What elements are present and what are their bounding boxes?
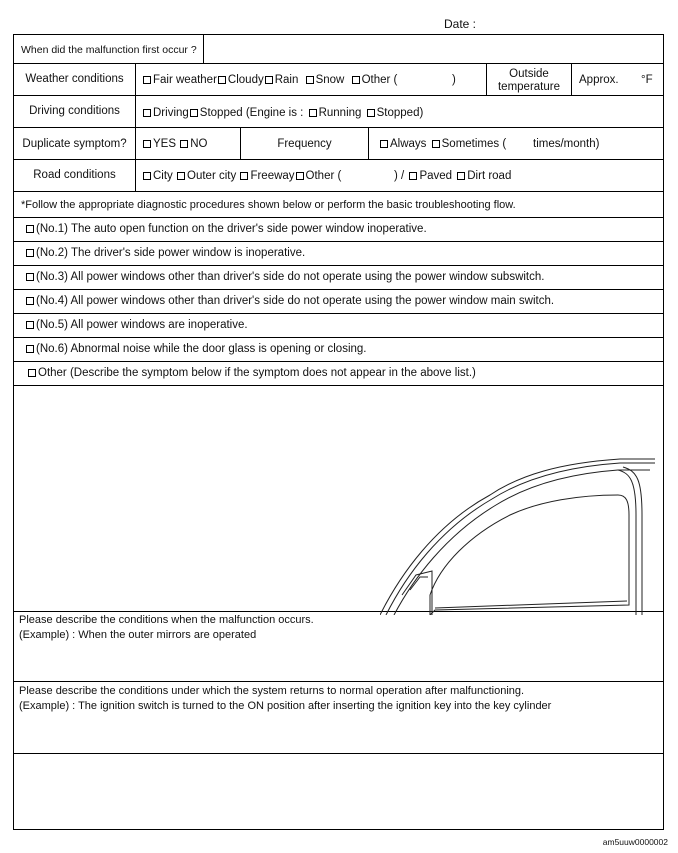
symptom-text: (No.4) All power windows other than driver's side do not operate using the power window main switch.	[36, 295, 555, 307]
frequency-sometimes: Sometimes (	[441, 138, 507, 150]
symptom-item	[26, 248, 305, 260]
duplicate-options	[143, 139, 207, 151]
weather-fair: Fair weather	[153, 74, 217, 86]
road-freeway: Freeway	[250, 170, 295, 182]
driving-stopped-engine: Stopped (Engine is :	[199, 107, 304, 119]
weather-snow: Snow	[315, 74, 345, 86]
col-divider	[135, 63, 136, 191]
checkbox[interactable]	[180, 140, 188, 148]
row-divider	[14, 191, 663, 192]
symptom-item	[26, 272, 544, 284]
row-divider	[14, 289, 663, 290]
checkbox[interactable]	[26, 345, 34, 353]
road-conditions-label: Road conditions	[33, 169, 116, 181]
figure-code: am5uuw0000002	[602, 837, 668, 847]
checkbox[interactable]	[367, 109, 375, 117]
checkbox[interactable]	[177, 172, 185, 180]
weather-other: Other (	[361, 74, 398, 86]
weather-conditions-label: Weather conditions	[25, 73, 124, 85]
conditions-example: (Example) : When the outer mirrors are operated	[19, 629, 257, 641]
checkbox[interactable]	[265, 76, 273, 84]
col-divider	[368, 127, 369, 159]
other-symptom-item	[28, 368, 476, 380]
checkbox[interactable]	[26, 297, 34, 305]
temperature-unit: °F	[641, 74, 653, 86]
col-divider	[203, 35, 204, 63]
row-divider	[14, 385, 663, 386]
row-divider	[14, 241, 663, 242]
weather-cloudy: Cloudy	[227, 74, 264, 86]
checkbox[interactable]	[457, 172, 465, 180]
row-divider	[14, 95, 663, 96]
checkbox[interactable]	[26, 249, 34, 257]
road-other: Other (	[305, 170, 342, 182]
symptom-text: (No.1) The auto open function on the driver's side power window inoperative.	[36, 223, 427, 235]
frequency-always: Always	[390, 138, 427, 150]
road-city: City	[153, 170, 173, 182]
symptom-item	[26, 320, 248, 332]
other-symptom-text: Other (Describe the symptom below if the symptom does not appear in the above list.)	[38, 367, 476, 379]
checkbox[interactable]	[26, 225, 34, 233]
date-label: Date :	[444, 17, 477, 31]
car-door-illustration	[380, 455, 660, 615]
outside-temperature-label	[487, 68, 571, 94]
checkbox[interactable]	[143, 109, 151, 117]
outside-temperature-line2: temperature	[497, 81, 560, 93]
checkbox[interactable]	[296, 172, 304, 180]
duplicate-symptom-label: Duplicate symptom?	[22, 138, 127, 150]
symptom-text: (No.3) All power windows other than driver's side do not operate using the power window subswitch.	[36, 271, 545, 283]
road-options	[143, 171, 341, 183]
instruction-text: *Follow the appropriate diagnostic procedures shown below or perform the basic troubleshooting flow.	[21, 199, 516, 211]
duplicate-no: NO	[190, 138, 208, 150]
checkbox[interactable]	[380, 140, 388, 148]
first-occur-question: When did the malfunction first occur ?	[21, 44, 197, 56]
checkbox[interactable]	[28, 369, 36, 377]
row-divider	[14, 361, 663, 362]
troubleshooting-form	[13, 34, 664, 830]
symptom-item	[26, 344, 367, 356]
frequency-label: Frequency	[277, 138, 332, 150]
row-divider	[14, 127, 663, 128]
conditions-prompt: Please describe the conditions when the malfunction occurs.	[19, 614, 314, 626]
driving-conditions-label: Driving conditions	[29, 105, 120, 117]
checkbox[interactable]	[409, 172, 417, 180]
weather-rain: Rain	[274, 74, 299, 86]
checkbox[interactable]	[306, 76, 314, 84]
checkbox[interactable]	[240, 172, 248, 180]
symptom-text: (No.2) The driver's side power window is inoperative.	[36, 247, 306, 259]
checkbox[interactable]	[352, 76, 360, 84]
row-divider	[14, 681, 663, 682]
recovery-prompt: Please describe the conditions under which the system returns to normal operation after malfunctioning.	[19, 685, 525, 697]
road-paved-group	[394, 171, 511, 183]
road-outer-city: Outer city	[187, 170, 237, 182]
weather-other-close: )	[452, 74, 456, 86]
checkbox[interactable]	[143, 76, 151, 84]
checkbox[interactable]	[143, 140, 151, 148]
row-divider	[14, 265, 663, 266]
weather-options	[143, 75, 397, 87]
checkbox[interactable]	[218, 76, 226, 84]
checkbox[interactable]	[432, 140, 440, 148]
row-divider	[14, 217, 663, 218]
checkbox[interactable]	[26, 321, 34, 329]
symptom-text: (No.5) All power windows are inoperative.	[36, 319, 248, 331]
recovery-example: (Example) : The ignition switch is turned to the ON position after inserting the ignition key into the key cylinder	[19, 700, 552, 712]
driving-stopped: Stopped)	[376, 107, 424, 119]
symptom-text: (No.6) Abnormal noise while the door glass is opening or closing.	[36, 343, 367, 355]
checkbox[interactable]	[143, 172, 151, 180]
checkbox[interactable]	[190, 109, 198, 117]
driving-options	[143, 108, 423, 120]
row-divider	[14, 63, 663, 64]
road-dirt: Dirt road	[467, 170, 512, 182]
row-divider	[14, 753, 663, 754]
outside-temperature-line1: Outside	[509, 68, 549, 80]
checkbox[interactable]	[309, 109, 317, 117]
checkbox[interactable]	[26, 273, 34, 281]
row-divider	[14, 159, 663, 160]
driving-driving: Driving	[153, 107, 189, 119]
approx-label: Approx.	[579, 74, 619, 86]
symptom-item	[26, 224, 427, 236]
symptom-item	[26, 296, 554, 308]
row-divider	[14, 337, 663, 338]
driving-running: Running	[318, 107, 362, 119]
road-paved: Paved	[419, 170, 453, 182]
frequency-options	[380, 139, 506, 151]
duplicate-yes: YES	[153, 138, 177, 150]
row-divider	[14, 313, 663, 314]
col-divider	[571, 63, 572, 95]
road-separator: ) /	[394, 170, 405, 182]
times-per-month: times/month)	[533, 138, 600, 150]
